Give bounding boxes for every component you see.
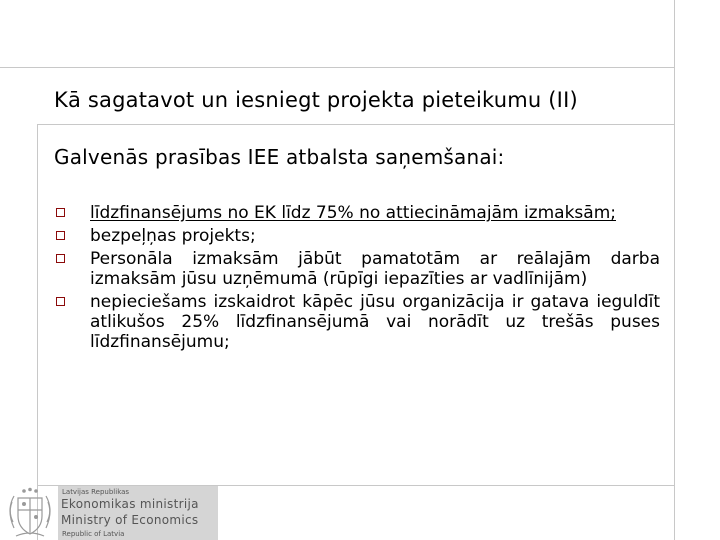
logo-country-en: Republic of Latvia [62, 530, 125, 538]
logo-text-panel [58, 486, 218, 540]
bullet-text: nepieciešams izskaidrot kāpēc jūsu organizācija ir gatava ieguldīt atlikušos 25% līdzfinansējumā vai norādīt uz trešās puses līdzfinansējumu; [90, 292, 660, 352]
ministry-logo [0, 486, 220, 540]
slide-right-border [674, 0, 675, 540]
content-left-border [37, 124, 38, 540]
list-item [54, 203, 660, 223]
coat-of-arms-icon [4, 486, 56, 540]
square-bullet-icon [56, 231, 65, 240]
list-item [54, 292, 660, 352]
slide-subtitle: Galvenās prasības IEE atbalsta saņemšanai: [54, 145, 505, 169]
square-bullet-icon [56, 297, 65, 306]
list-item [54, 249, 660, 289]
list-item [54, 226, 660, 246]
logo-ministry-lv: Ekonomikas ministrija [61, 497, 199, 511]
requirements-list [54, 203, 660, 355]
logo-country-line: Latvijas Republikas [62, 488, 130, 496]
square-bullet-icon [56, 208, 65, 217]
bullet-text: līdzfinansējums no EK līdz 75% no attiecināmajām izmaksām; [90, 203, 616, 223]
slide-title: Kā sagatavot un iesniegt projekta pieteikumu (II) [54, 88, 578, 112]
bullet-text: bezpeļņas projekts; [90, 226, 256, 246]
logo-ministry-en: Ministry of Economics [61, 513, 199, 527]
title-top-divider [0, 67, 674, 68]
bullet-text: Personāla izmaksām jābūt pamatotām ar reālajām darba izmaksām jūsu uzņēmumā (rūpīgi iepazīties ar vadlīnijām) [90, 249, 660, 289]
square-bullet-icon [56, 254, 65, 263]
title-bottom-divider [37, 124, 674, 125]
